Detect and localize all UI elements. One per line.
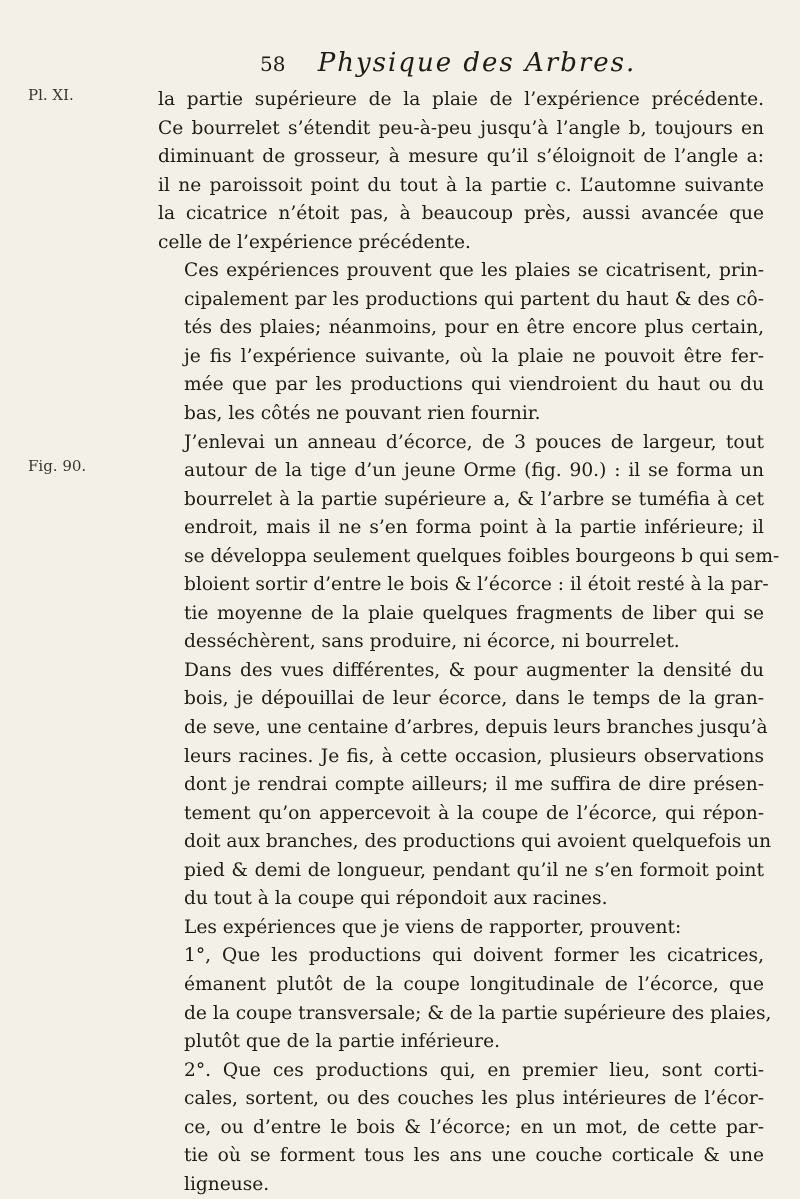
text-line: bas, les côtés ne pouvant rien fournir. bbox=[184, 403, 541, 425]
text-line: leurs racines. Je fis, à cette occasion, plusieurs observations bbox=[184, 745, 764, 767]
text-line: 1°, Que les productions qui doivent former les cicatrices, bbox=[184, 945, 764, 967]
paragraph bbox=[158, 86, 764, 257]
running-header bbox=[260, 48, 780, 78]
paragraph bbox=[158, 257, 764, 428]
text-line: de la coupe transversale; & de la partie supérieure des plaies, bbox=[184, 1002, 772, 1024]
paragraph bbox=[158, 429, 780, 657]
paragraph bbox=[158, 942, 772, 1056]
text-line: Ces expériences prouvent que les plaies se cicatrisent, prin- bbox=[184, 260, 764, 282]
plate-reference: Pl. XI. bbox=[28, 86, 74, 104]
paragraph bbox=[158, 914, 764, 943]
text-line: Dans des vues différentes, & pour augmenter la densité du bbox=[184, 659, 764, 681]
body-text bbox=[158, 86, 780, 1199]
text-line: tés des plaies; néanmoins, pour en être encore plus certain, bbox=[184, 317, 764, 339]
text-line: la cicatrice n’étoit pas, à beaucoup près, aussi avancée que bbox=[158, 203, 764, 225]
text-line: ce, ou d’entre le bois & l’écorce; en un mot, de cette par- bbox=[184, 1116, 764, 1138]
text-line: tie où se forment tous les ans une couche corticale & une bbox=[184, 1145, 764, 1167]
text-line: tement qu’on appercevoit à la coupe de l’écorce, qui répon- bbox=[184, 802, 764, 824]
text-line: J’enlevai un anneau d’écorce, de 3 pouces de largeur, tout bbox=[184, 431, 764, 453]
text-line: la partie supérieure de la plaie de l’expérience précédente. bbox=[158, 89, 764, 110]
text-line: cipalement par les productions qui partent du haut & des cô- bbox=[184, 288, 764, 310]
text-line: bourrelet à la partie supérieure a, & l’arbre se tuméfia à cet bbox=[184, 488, 764, 510]
paragraph bbox=[158, 1057, 764, 1199]
text-line: dont je rendrai compte ailleurs; il me suffira de dire présen- bbox=[184, 774, 764, 796]
text-line: je fis l’expérience suivante, où la plaie ne pouvoit être fer- bbox=[184, 345, 764, 367]
running-title: Physique des Arbres. bbox=[317, 48, 637, 78]
text-line: diminuant de grosseur, à mesure qu’il s’éloignoit de l’angle a: bbox=[158, 146, 764, 168]
text-line: endroit, mais il ne s’en forma point à la partie inférieure; il bbox=[184, 517, 764, 539]
text-line: doit aux branches, des productions qui avoient quelquefois un bbox=[184, 831, 772, 853]
text-line: desséchèrent, sans produire, ni écorce, ni bourrelet. bbox=[184, 631, 680, 653]
text-line: mée que par les productions qui viendroient du haut ou du bbox=[184, 374, 764, 396]
text-line: ligneuse. bbox=[184, 1173, 270, 1195]
text-line: pied & demi de longueur, pendant qu’il ne s’en formoit point bbox=[184, 859, 764, 881]
text-line: il ne paroissoit point du tout à la partie c. L’automne suivante bbox=[158, 174, 764, 196]
text-line: tie moyenne de la plaie quelques fragments de liber qui se bbox=[184, 602, 764, 624]
text-line: de seve, une centaine d’arbres, depuis leurs branches jusqu’à bbox=[184, 717, 768, 739]
text-line: se développa seulement quelques foibles bourgeons b qui sem- bbox=[184, 545, 780, 567]
text-line: émanent plutôt de la coupe longitudinale de l’écorce, que bbox=[184, 973, 764, 995]
text-line: Ce bourrelet s’étendit peu-à-peu jusqu’à l’angle b, toujours en bbox=[158, 117, 764, 139]
text-line: celle de l’expérience précédente. bbox=[158, 231, 471, 253]
text-line: cales, sortent, ou des couches les plus intérieures de l’écor- bbox=[184, 1088, 764, 1110]
text-line: Les expériences que je viens de rapporter, prouvent: bbox=[184, 916, 682, 938]
text-line: 2°. Que ces productions qui, en premier lieu, sont corti- bbox=[184, 1059, 764, 1081]
text-line: bois, je dépouillai de leur écorce, dans le temps de la gran- bbox=[184, 688, 764, 710]
paragraph bbox=[158, 657, 772, 914]
figure-reference: Fig. 90. bbox=[28, 457, 87, 475]
text-line: plutôt que de la partie inférieure. bbox=[184, 1031, 501, 1053]
text-line: bloient sortir d’entre le bois & l’écorce : il étoit resté à la par- bbox=[184, 574, 769, 596]
page-number: 58 bbox=[260, 52, 286, 76]
text-line: du tout à la coupe qui répondoit aux racines. bbox=[184, 888, 608, 910]
text-line: autour de la tige d’un jeune Orme (fig. 90.) : il se forma un bbox=[184, 460, 764, 482]
